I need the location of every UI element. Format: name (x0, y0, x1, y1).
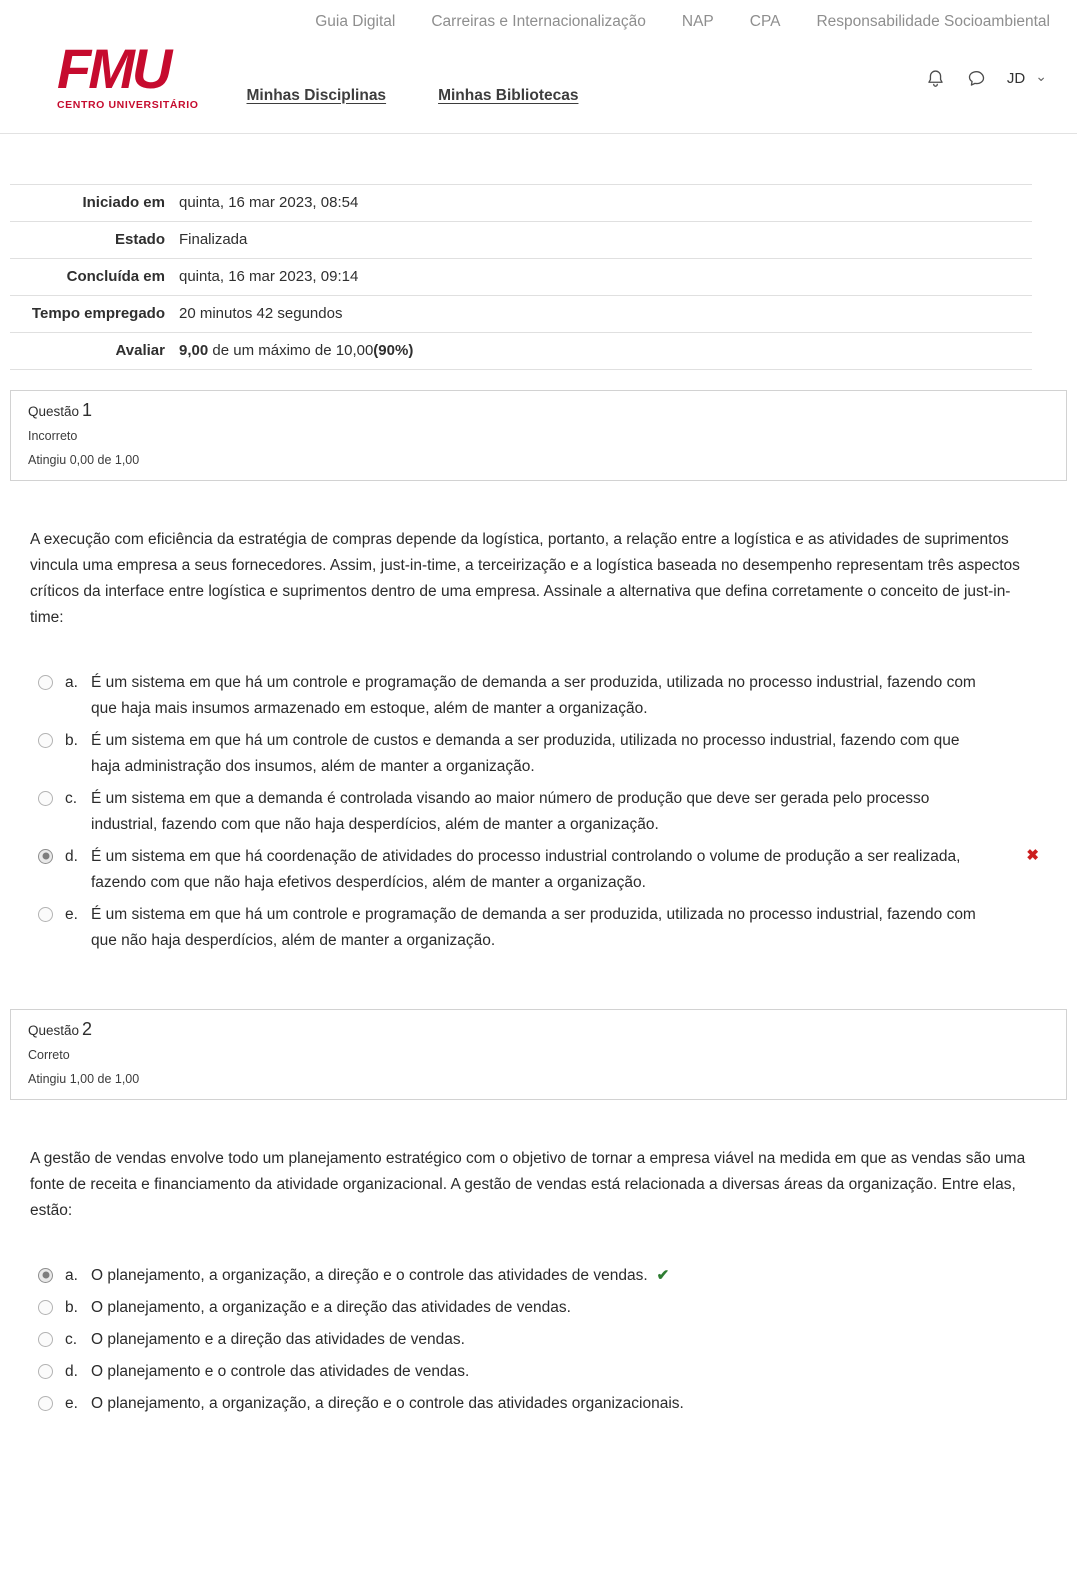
option-letter: c. (65, 1330, 78, 1348)
summary-label: Estado (114, 230, 165, 248)
option-text: O planejamento, a organização, a direção e o controle das atividades organizacionais. (91, 1394, 684, 1412)
main-nav (247, 87, 579, 111)
option-letter: a. (65, 673, 78, 691)
summary-label: Avaliar (115, 341, 165, 359)
option-letter: b. (65, 1298, 78, 1316)
question-1-options (38, 667, 1039, 957)
header-actions (925, 68, 1047, 111)
option-row-d-selected-incorrect (38, 841, 1039, 899)
messages-chat-icon[interactable] (966, 68, 987, 89)
option-letter: c. (65, 789, 78, 807)
option-letter: d. (65, 847, 78, 865)
summary-grade-value (165, 340, 413, 362)
question-1-info-box (10, 390, 1067, 481)
question-number: 1 (82, 399, 93, 420)
question-1-status: Incorreto (28, 428, 78, 443)
option-row-b (38, 725, 1039, 783)
question-2-status: Correto (28, 1047, 70, 1062)
toplink-carreiras[interactable]: Carreiras e Internacionalização (431, 13, 646, 30)
option-letter: a. (65, 1266, 78, 1284)
toplink-guia-digital[interactable]: Guia Digital (315, 13, 396, 30)
question-2-title (28, 1019, 1049, 1040)
summary-label: Iniciado em (82, 193, 165, 211)
option-c-radio[interactable] (38, 1332, 53, 1347)
question-2-text: A gestão de vendas envolve todo um planejamento estratégico com o objetivo de tornar a empresa viável na medida em que as vendas são uma fonte de receita e financiamento da atividade organizacional. A gestão de vendas está relacionada a diversas áreas da organização. Entre elas, estão: (30, 1149, 1026, 1219)
option-d-radio[interactable] (38, 1364, 53, 1379)
option-text: É um sistema em que há um controle e programação de demanda a ser produzida, utilizada no processo industrial, fazendo com que haja mais insumos armazenado em estoque, além de manter a organização. (91, 673, 976, 717)
summary-row-started (10, 184, 1032, 221)
fmu-logo-subtitle: CENTRO UNIVERSITÁRIO (57, 99, 199, 111)
option-row-c (38, 1324, 1039, 1356)
toplink-cpa[interactable]: CPA (749, 13, 781, 30)
question-1-points: Atingiu 0,00 de 1,00 (28, 452, 140, 467)
option-b-radio[interactable] (38, 1300, 53, 1315)
question-2-points: Atingiu 1,00 de 1,00 (28, 1071, 140, 1086)
toplink-nap[interactable]: NAP (681, 13, 714, 30)
option-text: É um sistema em que há um controle de custos e demanda a ser produzida, utilizada no processo industrial, fazendo com que haja administração dos insumos, além de manter a organização. (91, 731, 960, 775)
option-b-radio[interactable] (38, 733, 53, 748)
toplink-responsabilidade[interactable]: Responsabilidade Socioambiental (816, 13, 1050, 30)
fmu-logo-text: FMU (57, 37, 170, 100)
question-1-text: A execução com eficiência da estratégia de compras depende da logística, portanto, a relação entre a logística e as atividades de suprimentos vincula uma empresa a seus fornecedores. Assim, just-in-time, a terceirização e a logística baseada no desempenho representam três aspectos críticos da interface entre logística e suprimentos dentro de uma empresa. Assinale a alternativa que defina corretamente o conceito de just-in-time: (30, 530, 1020, 626)
option-text: É um sistema em que a demanda é controlada visando ao maior número de produção que deve ser gerada pelo processo industrial, fazendo com que não haja desperdícios, além de manter a organização. (91, 789, 930, 833)
option-row-e (38, 899, 1039, 957)
option-text: O planejamento e o controle das atividades de vendas. (91, 1362, 470, 1380)
top-utility-bar (0, 0, 1077, 33)
summary-label: Concluída em (66, 267, 165, 285)
option-row-d (38, 1356, 1039, 1388)
option-e-radio[interactable] (38, 907, 53, 922)
main-header (0, 33, 1077, 134)
chevron-down-icon: ⌄ (1035, 68, 1047, 84)
question-number: 2 (82, 1018, 93, 1039)
summary-value: 20 minutos 42 segundos (179, 304, 343, 322)
summary-row-state (10, 221, 1032, 258)
grade-percent: (90%) (373, 341, 414, 359)
option-text: O planejamento, a organização, a direção e o controle das atividades de vendas. ✔ (91, 1266, 670, 1284)
summary-value: quinta, 16 mar 2023, 09:14 (179, 267, 359, 285)
option-a-radio[interactable] (38, 675, 53, 690)
question-1 (0, 390, 1077, 957)
option-e-radio[interactable] (38, 1396, 53, 1411)
option-letter: e. (65, 905, 78, 923)
option-letter: d. (65, 1362, 78, 1380)
question-2-info-box (10, 1009, 1067, 1100)
user-initials: JD (1006, 69, 1026, 87)
option-a-radio[interactable] (38, 1268, 53, 1283)
nav-minhas-bibliotecas[interactable]: Minhas Bibliotecas (438, 86, 579, 104)
question-1-title (28, 400, 1049, 421)
user-menu[interactable] (1007, 70, 1047, 87)
summary-row-time-taken (10, 295, 1032, 332)
option-row-a-selected-correct (38, 1260, 1039, 1292)
option-d-radio[interactable] (38, 849, 53, 864)
incorrect-icon: ✖ (1026, 846, 1039, 864)
question-2 (0, 1009, 1077, 1420)
summary-value: Finalizada (179, 230, 248, 248)
question-2-options (38, 1260, 1039, 1420)
option-row-e (38, 1388, 1039, 1420)
question-word: Questão (28, 403, 80, 419)
summary-row-completed (10, 258, 1032, 295)
summary-label: Tempo empregado (31, 304, 165, 322)
option-letter: e. (65, 1394, 78, 1412)
option-text: É um sistema em que há um controle e programação de demanda a ser produzida, utilizada no processo industrial, fazendo com que não haja desperdícios, além de manter a organização. (91, 905, 976, 949)
question-word: Questão (28, 1022, 80, 1038)
summary-row-grade (10, 332, 1032, 369)
option-text: O planejamento, a organização e a direção das atividades de vendas. (91, 1298, 571, 1316)
summary-value: quinta, 16 mar 2023, 08:54 (179, 193, 359, 211)
fmu-logo[interactable] (57, 37, 199, 111)
notifications-bell-icon[interactable] (925, 68, 946, 89)
grade-out-of: de um máximo de 10,00 (208, 341, 374, 359)
quiz-attempt-summary (10, 184, 1032, 370)
option-text: É um sistema em que há coordenação de atividades do processo industrial controlando o volume de produção a ser realizada, fazendo com que não haja efetivos desperdícios, além de manter a organização. (91, 847, 961, 891)
option-row-c (38, 783, 1039, 841)
correct-icon: ✔ (656, 1266, 670, 1284)
option-c-radio[interactable] (38, 791, 53, 806)
nav-minhas-disciplinas[interactable]: Minhas Disciplinas (246, 86, 387, 104)
option-row-a (38, 667, 1039, 725)
option-letter: b. (65, 731, 78, 749)
option-row-b (38, 1292, 1039, 1324)
option-text: O planejamento e a direção das atividades de vendas. (91, 1330, 465, 1348)
grade-number: 9,00 (179, 341, 209, 359)
